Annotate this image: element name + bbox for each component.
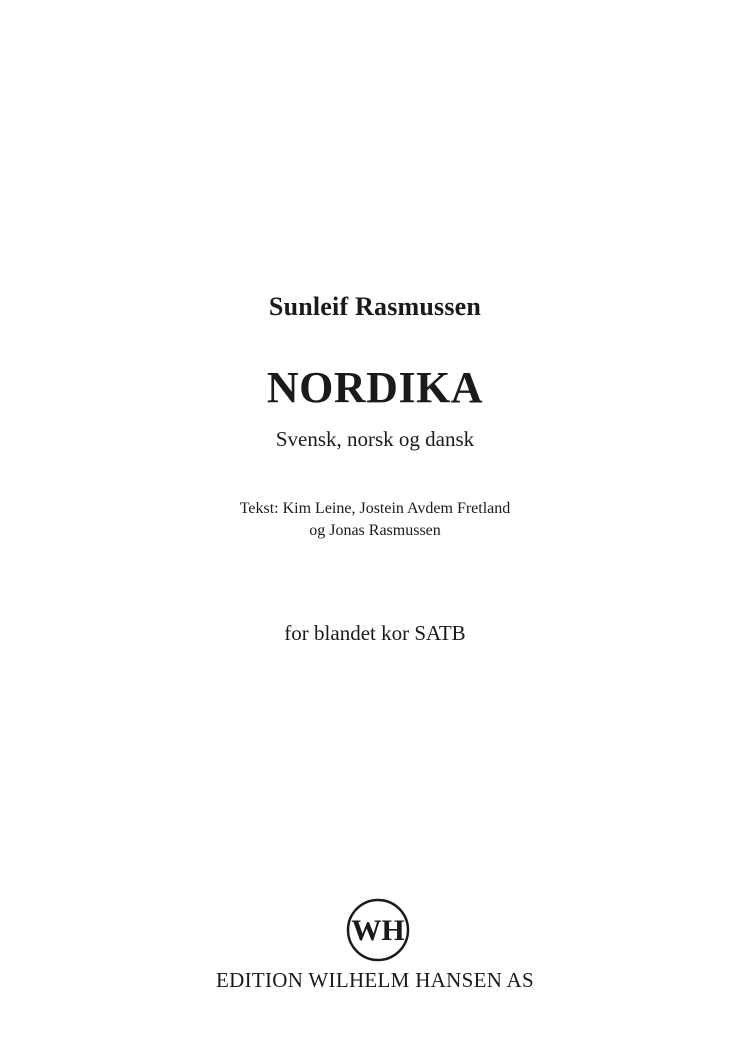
text-credit-line-2: og Jonas Rasmussen — [309, 522, 441, 539]
publisher-logo — [345, 897, 411, 963]
publisher-name: EDITION WILHELM HANSEN AS — [216, 968, 534, 992]
work-title: NORDIKA — [266, 363, 484, 412]
work-subtitle: Svensk, norsk og dansk — [275, 427, 475, 451]
text-credit-line-1: Tekst: Kim Leine, Jostein Avdem Fretland — [239, 500, 511, 517]
composer-name: Sunleif Rasmussen — [268, 292, 482, 321]
text-credit — [0, 498, 750, 542]
instrumentation: for blandet kor SATB — [284, 621, 466, 645]
publisher-logo-text: WH — [351, 914, 405, 947]
